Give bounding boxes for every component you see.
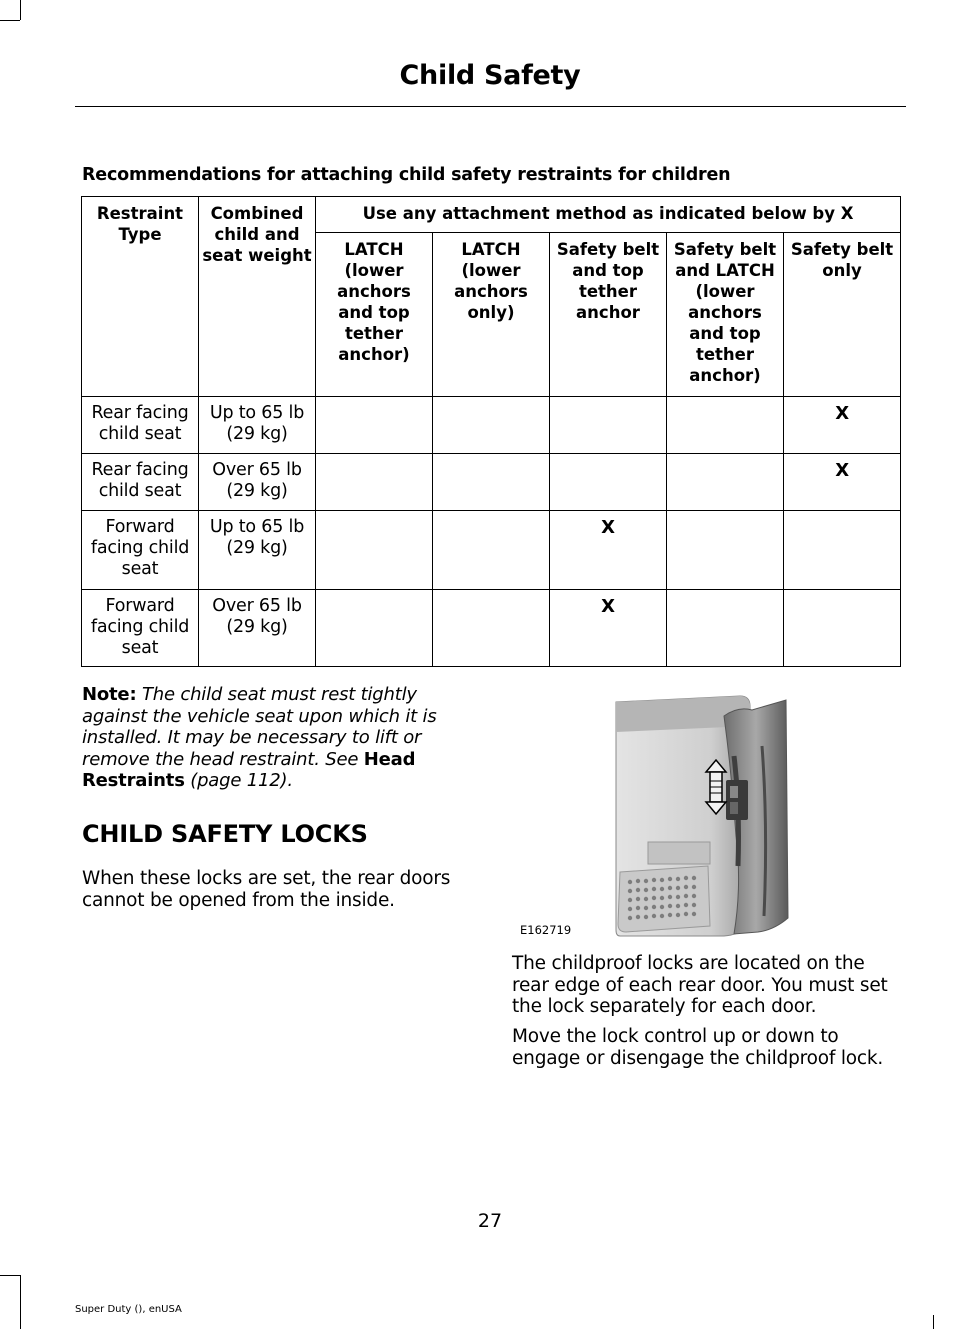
cell-mark: [667, 397, 784, 454]
figure-code: E162719: [520, 923, 572, 937]
cell-mark: [550, 454, 667, 511]
cell-mark: X: [550, 511, 667, 590]
note-paragraph: [82, 684, 462, 792]
table-caption: Recommendations for attaching child safety restraints for children: [82, 165, 731, 185]
cell-mark: [316, 511, 433, 590]
cell-mark: [433, 511, 550, 590]
column-header-weight: Combined child and seat weight: [199, 197, 316, 397]
cell-mark: [550, 397, 667, 454]
cell-weight: Up to 65 lb (29 kg): [199, 397, 316, 454]
title-divider: [75, 106, 906, 107]
column-header-restraint-type: Restraint Type: [82, 197, 199, 397]
crop-mark: [0, 20, 20, 21]
note-text: The child seat must rest tightly against the vehicle seat upon which it is installed. It may be necessary to lift or remove the head restraint. See: [82, 684, 437, 770]
table-row: [82, 590, 901, 667]
cell-mark: X: [784, 397, 901, 454]
cell-weight: Up to 65 lb (29 kg): [199, 511, 316, 590]
column-header-method: LATCH (lower anchors only): [433, 233, 550, 397]
table-row: [82, 511, 901, 590]
cell-mark: [667, 590, 784, 667]
page-number: 27: [477, 1210, 503, 1232]
table-row: [82, 454, 901, 511]
cell-mark: [784, 590, 901, 667]
footer-text: Super Duty (), enUSA: [75, 1304, 182, 1315]
page-title: Child Safety: [399, 60, 581, 91]
cell-mark: [667, 454, 784, 511]
cell-mark: X: [784, 454, 901, 511]
note-page-ref: (page 112).: [190, 770, 293, 791]
crop-mark: [20, 1275, 21, 1329]
body-paragraph-1: The childproof locks are located on the rear edge of each rear door. You must set the lock separately for each door.: [512, 953, 888, 1017]
head-restraints-link[interactable]: Head Restraints: [82, 748, 416, 791]
cell-mark: [667, 511, 784, 590]
cell-weight: Over 65 lb (29 kg): [199, 590, 316, 667]
body-paragraph-2: Move the lock control up or down to engage or disengage the childproof lock.: [512, 1026, 884, 1069]
crop-mark: [20, 0, 21, 20]
cell-restraint-type: Rear facing child seat: [82, 397, 199, 454]
cell-mark: X: [550, 590, 667, 667]
cell-restraint-type: Forward facing child seat: [82, 590, 199, 667]
child-restraint-table: [81, 196, 901, 667]
section-heading: CHILD SAFETY LOCKS: [82, 820, 368, 848]
crop-mark: [0, 1275, 20, 1276]
cell-mark: [316, 590, 433, 667]
cell-mark: [316, 397, 433, 454]
intro-paragraph: When these locks are set, the rear doors cannot be opened from the inside.: [82, 868, 451, 911]
cell-mark: [784, 511, 901, 590]
column-header-method: Safety belt only: [784, 233, 901, 397]
crop-mark: [933, 1315, 934, 1329]
cell-mark: [433, 454, 550, 511]
table-header-row: [82, 197, 901, 233]
cell-mark: [433, 590, 550, 667]
column-header-method: Safety belt and top tether anchor: [550, 233, 667, 397]
column-header-method: Safety belt and LATCH (lower anchors and top tether anchor): [667, 233, 784, 397]
cell-mark: [316, 454, 433, 511]
column-header-method: LATCH (lower anchors and top tether anchor): [316, 233, 433, 397]
cell-mark: [433, 397, 550, 454]
note-label: Note:: [82, 684, 137, 705]
column-header-attachment-group: Use any attachment method as indicated below by X: [316, 197, 901, 233]
child-lock-illustration: [512, 686, 842, 941]
table-row: [82, 397, 901, 454]
cell-restraint-type: Rear facing child seat: [82, 454, 199, 511]
cell-weight: Over 65 lb (29 kg): [199, 454, 316, 511]
cell-restraint-type: Forward facing child seat: [82, 511, 199, 590]
